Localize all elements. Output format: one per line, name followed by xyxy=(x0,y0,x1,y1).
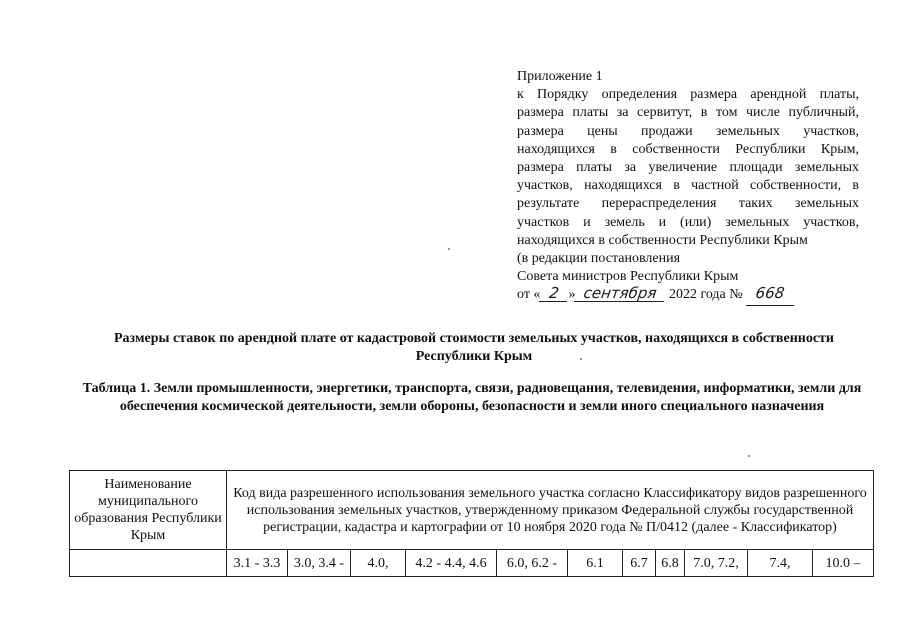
code-cell: 6.7 xyxy=(623,550,656,577)
appendix-block xyxy=(517,68,859,306)
appendix-heading: Приложение 1 xyxy=(517,69,603,84)
header-classifier: Код вида разрешенного использования земельного участка согласно Классификатору видов разрешенного использования земельных участков, утвержденному приказом Федеральной службы государственной регистрации, кадастра и картографии от 10 ноября 2020 года № П/0412 (далее - Классификатор) xyxy=(227,471,874,550)
appendix-council: Совета министров Республики Крым xyxy=(517,269,739,285)
appendix-redaction: (в редакции постановления xyxy=(517,251,681,267)
table-header-row xyxy=(70,471,874,550)
appendix-date-line xyxy=(517,286,859,305)
appendix-line: к Порядку определения размера арендной платы, xyxy=(517,87,859,103)
municipality-cell-empty xyxy=(70,550,227,577)
code-cell: 10.0 – xyxy=(813,550,874,577)
appendix-line: участков и земель и (или) земельных участков, xyxy=(517,214,859,230)
handwritten-number: 668 xyxy=(754,284,786,303)
date-number-underline xyxy=(746,286,794,305)
date-close: » xyxy=(568,287,576,303)
table-title: Таблица 1. Земли промышленности, энергетики, транспорта, связи, радиовещания, телевидения, информатики, земли для обеспечения космической деятельности, земли обороны, безопасности и земли иного специального назначения xyxy=(82,381,862,414)
code-cell: 6.8 xyxy=(656,550,685,577)
rates-table xyxy=(69,470,874,577)
code-cell: 7.4, xyxy=(748,550,813,577)
appendix-line: размера платы за сервитут, в том числе публичный, xyxy=(517,105,859,121)
header-municipality: Наименование муниципального образования Республики Крым xyxy=(70,471,227,550)
main-title: Размеры ставок по арендной плате от кадастровой стоимости земельных участков, находящихся в собственности Республики Крым xyxy=(114,331,834,364)
code-cell: 3.0, 3.4 - xyxy=(288,550,351,577)
handwritten-day: 2 xyxy=(539,286,569,302)
appendix-line: участков, находящихся в частной собственности, в xyxy=(517,178,859,194)
appendix-line-last: находящихся в собственности Республики Крым xyxy=(517,232,808,248)
scan-speck xyxy=(580,358,582,360)
code-cell: 6.1 xyxy=(568,550,623,577)
appendix-line: результате перераспределения таких земельных xyxy=(517,196,859,212)
code-cell: 7.0, 7.2, xyxy=(685,550,748,577)
scan-speck xyxy=(448,248,450,250)
scan-speck xyxy=(748,455,750,457)
date-year: 2022 года № xyxy=(665,287,747,303)
code-cell: 4.0, xyxy=(351,550,406,577)
handwritten-month: сентября xyxy=(574,286,666,302)
appendix-line: размера платы за увеличение площади земельных xyxy=(517,160,859,176)
code-cell: 6.0, 6.2 - xyxy=(497,550,568,577)
code-cell: 3.1 - 3.3 xyxy=(227,550,288,577)
appendix-line: находящихся в собственности Республики Крым, xyxy=(517,141,859,157)
code-row xyxy=(70,550,874,577)
appendix-line: размера цены продажи земельных участков, xyxy=(517,123,859,139)
date-prefix: от « xyxy=(517,287,541,303)
code-cell: 4.2 - 4.4, 4.6 xyxy=(406,550,497,577)
